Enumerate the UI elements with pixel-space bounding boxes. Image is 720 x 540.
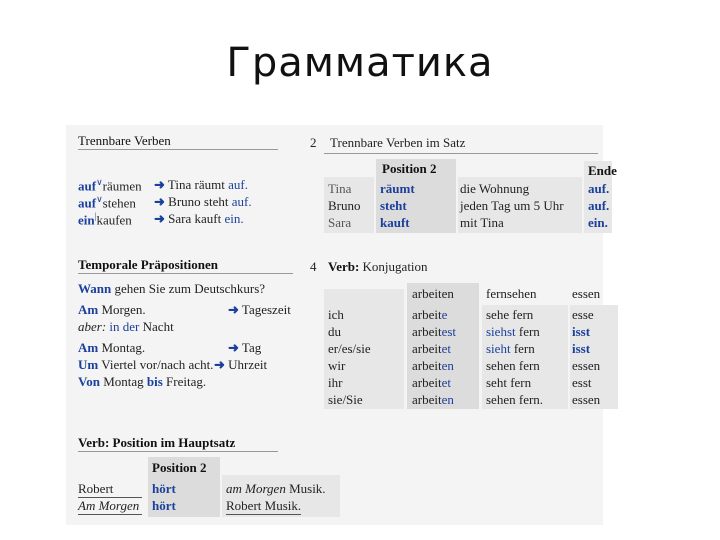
sec2-verb-3: kauft: [380, 215, 410, 230]
sec3-tag-1: ➜ Tageszeit: [228, 302, 291, 317]
sec2-end-2: auf.: [588, 198, 610, 213]
sec4-arbeiten-form: arbeite: [412, 307, 448, 322]
sec3-line-1: Am Morgen.: [78, 302, 146, 317]
sec2-rest-2: jeden Tag um 5 Uhr: [460, 198, 564, 213]
sec1-row-1: auf∨räumen: [78, 177, 142, 194]
sec4-col-arbeiten: arbeiten: [412, 286, 454, 301]
sec4-pronoun: du: [328, 324, 341, 339]
sec4-pronoun: wir: [328, 358, 346, 373]
sec4-arbeiten-form: arbeiten: [412, 392, 454, 407]
sec4-fernsehen-form: sehen fern.: [486, 392, 544, 407]
sec5-rest-1: am Morgen Musik.: [226, 481, 326, 496]
sec2-verb-2: steht: [380, 198, 407, 213]
sec5-position-header: Position 2: [152, 460, 207, 475]
sec3-line-2: aber: in der Nacht: [78, 319, 174, 334]
sec4-essen-form: essen: [572, 392, 601, 407]
sec1-heading: Trennbare Verben: [78, 133, 171, 148]
sec1-example-2: ➜ Bruno steht auf.: [154, 194, 252, 209]
sec2-subj-3: Sara: [328, 215, 352, 230]
sec3-line-3: Am Montag.: [78, 340, 146, 355]
arrow-icon: ➜: [154, 177, 165, 192]
sec4-pronoun: sie/Sie: [328, 392, 363, 407]
sec2-number: 2: [310, 135, 317, 150]
sec2-end-3: ein.: [588, 215, 608, 230]
sec4-heading: Verb: Konjugation: [328, 259, 428, 274]
sec2-subj-2: Bruno: [328, 198, 361, 213]
sec2-heading: Trennbare Verben im Satz: [330, 135, 466, 150]
sec4-number: 4: [310, 259, 317, 274]
sec4-arbeiten-form: arbeiten: [412, 358, 454, 373]
sec2-verb-1: räumt: [380, 181, 415, 196]
arrow-icon: ➜: [154, 211, 165, 226]
sec1-row-2: auf∨stehen: [78, 194, 136, 211]
sec4-essen-form: esse: [572, 307, 594, 322]
sec3-line-4: Um Viertel vor/nach acht.: [78, 357, 214, 372]
sec1-example-3: ➜ Sara kauft ein.: [154, 211, 244, 226]
sec1-row-3: ein|kaufen: [78, 211, 132, 228]
sec4-fernsehen-form: sehen fern: [486, 358, 540, 373]
sec5-verb-1: hört: [152, 481, 176, 496]
arrow-icon: ➜: [214, 357, 225, 372]
sec4-pronoun: er/es/sie: [328, 341, 371, 356]
sec5-heading: Verb: Position im Hauptsatz: [78, 435, 236, 450]
sec5-rest-2: Robert Musik.: [226, 498, 302, 513]
arrow-icon: ➜: [228, 302, 239, 317]
sec2-end-1: auf.: [588, 181, 610, 196]
sec3-line-5: Von Montag bis Freitag.: [78, 374, 207, 389]
sec4-fernsehen-form: sieht fern: [486, 341, 535, 356]
sec4-col-essen: essen: [572, 286, 601, 301]
sec5-divider: [78, 451, 278, 452]
sec4-essen-form: isst: [572, 341, 591, 356]
sec1-divider: [78, 149, 278, 150]
arrow-icon: ➜: [154, 194, 165, 209]
sec2-subj-1: Tina: [328, 181, 352, 196]
sec5-verb-2: hört: [152, 498, 176, 513]
sec3-question: Wann gehen Sie zum Deutschkurs?: [78, 281, 266, 296]
sec4-essen-form: isst: [572, 324, 591, 339]
sec1-example-1: ➜ Tina räumt auf.: [154, 177, 248, 192]
sec4-col-fernsehen: fernsehen: [486, 286, 537, 301]
sec5-subj-2: Am Morgen: [78, 498, 142, 515]
arrow-icon: ➜: [228, 340, 239, 355]
sec4-fernsehen-form: siehst fern: [486, 324, 540, 339]
sec2-position-header: Position 2: [382, 161, 437, 176]
grammar-sheet: [66, 125, 617, 525]
sec4-fernsehen-form: sehe fern: [486, 307, 534, 322]
sec4-pronoun: ich: [328, 307, 344, 322]
sec4-pronoun: ihr: [328, 375, 343, 390]
sec4-arbeiten-form: arbeitest: [412, 324, 457, 339]
sec2-divider: [324, 153, 598, 154]
sec4-arbeiten-form: arbeitet: [412, 375, 451, 390]
sec5-subj-1: Robert: [78, 481, 142, 498]
sec4-essen-form: essen: [572, 358, 601, 373]
sec3-tag-4: ➜ Uhrzeit: [214, 357, 268, 372]
sec2-rest-1: die Wohnung: [460, 181, 530, 196]
sec4-arbeiten-form: arbeitet: [412, 341, 451, 356]
sec3-heading: Temporale Präpositionen: [78, 257, 218, 272]
slide-title: Грамматика: [226, 40, 494, 86]
sec2-end-header: Ende: [588, 163, 617, 178]
sec4-fernsehen-form: seht fern: [486, 375, 532, 390]
sec3-tag-3: ➜ Tag: [228, 340, 262, 355]
sec4-essen-form: esst: [572, 375, 592, 390]
sec3-divider: [78, 273, 293, 274]
sec2-rest-3: mit Tina: [460, 215, 504, 230]
